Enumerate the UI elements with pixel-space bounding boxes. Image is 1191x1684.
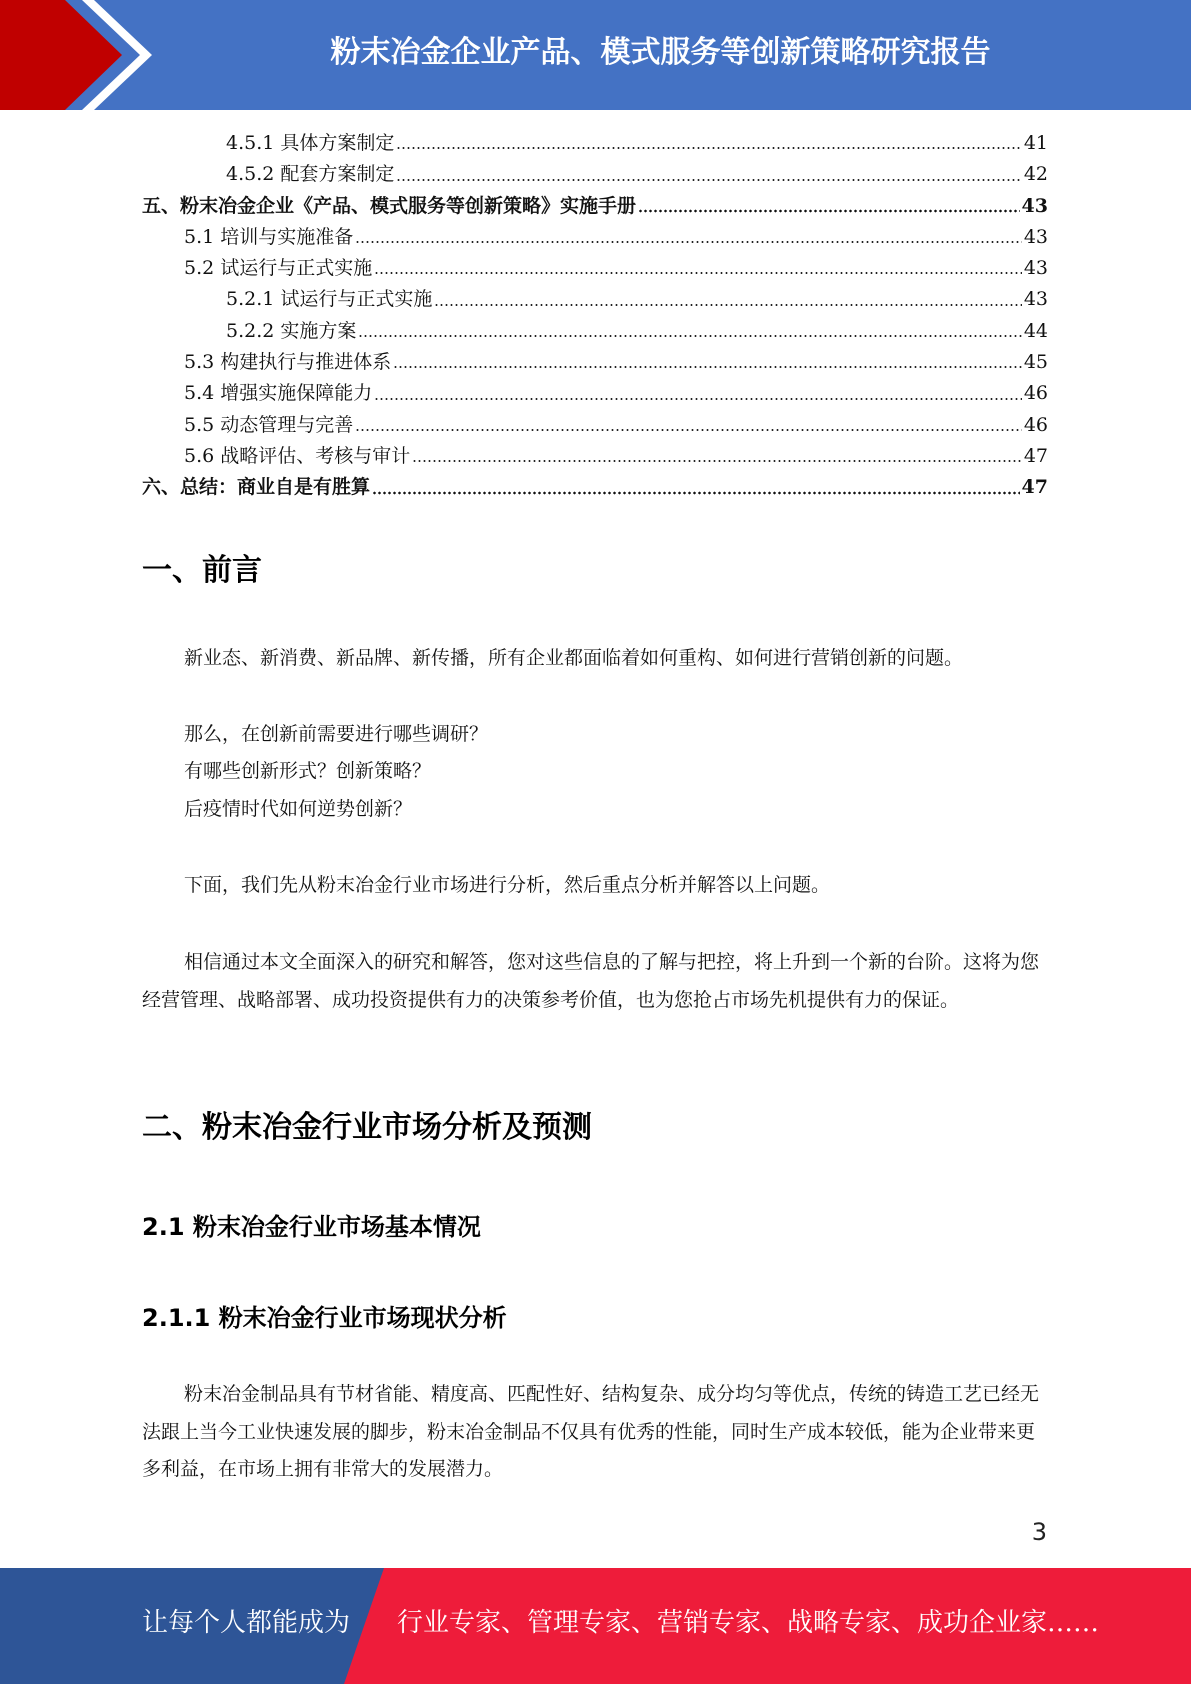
toc-entry[interactable]: [142, 347, 1048, 378]
toc-entry[interactable]: [142, 253, 1048, 284]
toc-entry-page: 43: [1023, 288, 1048, 311]
toc-dot-leader: [396, 178, 1021, 182]
toc-dot-leader: [434, 303, 1021, 307]
header-title: 粉末冶金企业产品、模式服务等创新策略研究报告: [330, 35, 991, 70]
toc-entry[interactable]: [142, 191, 1048, 222]
toc-entry[interactable]: [142, 441, 1048, 472]
toc-dot-leader: [393, 365, 1022, 369]
page-header: [0, 0, 1191, 110]
paragraph: 下面，我们先从粉末冶金行业市场进行分析，然后重点分析并解答以上问题。: [184, 874, 831, 896]
toc-entry-label: 五、粉末冶金企业《产品、模式服务等创新策略》实施手册: [142, 194, 637, 217]
toc-entry-label: 5.1 培训与实施准备: [184, 225, 354, 248]
toc-entry-label: 5.3 构建执行与推进体系: [184, 351, 392, 374]
paragraph: 相信通过本文全面深入的研究和解答，您对这些信息的了解与把控，将上升到一个新的台阶。这将为您经营管理、战略部署、成功投资提供有力的决策参考价值，也为您抢占市场先机提供有力的保证。: [142, 951, 1040, 1011]
footer-slogan-right: 行业专家、管理专家、营销专家、战略专家、成功企业家……: [397, 1608, 1100, 1638]
toc-dot-leader: [358, 334, 1021, 338]
toc-entry[interactable]: [142, 222, 1048, 253]
section-heading-preface: 一、前言: [142, 553, 262, 588]
question-line: 后疫情时代如何逆势创新？: [184, 798, 413, 820]
toc-entry-page: 43: [1023, 257, 1048, 280]
toc-entry[interactable]: [142, 284, 1048, 315]
footer-slogan-left: 让每个人都能成为: [142, 1608, 351, 1638]
toc-entry-page: 47: [1023, 444, 1048, 467]
page-footer: [0, 1568, 1191, 1684]
toc-dot-leader: [374, 271, 1022, 275]
toc-entry-page: 43: [1021, 194, 1048, 217]
toc-entry-page: 44: [1023, 319, 1048, 342]
toc-entry-page: 47: [1021, 476, 1048, 499]
toc-entry[interactable]: [142, 316, 1048, 347]
toc-dot-leader: [396, 146, 1021, 150]
toc-entry[interactable]: [142, 410, 1048, 441]
toc-entry-page: 41: [1023, 132, 1048, 154]
toc-entry-label: 5.2 试运行与正式实施: [184, 257, 373, 280]
toc-entry-label: 5.5 动态管理与完善: [184, 413, 354, 436]
page-number: 3: [1031, 1518, 1047, 1546]
toc-entry[interactable]: [142, 159, 1048, 190]
toc-entry-label: 六、总结：商业自是有胜算: [142, 476, 371, 499]
subsection-heading: 2.1.1 粉末冶金行业市场现状分析: [142, 1304, 507, 1332]
toc-entry-label: 4.5.1 具体方案制定: [226, 132, 395, 154]
section-heading-market-analysis: 二、粉末冶金行业市场分析及预测: [142, 1110, 592, 1145]
toc-entry-page: 43: [1023, 225, 1048, 248]
toc-dot-leader: [412, 459, 1022, 463]
toc-entry[interactable]: [142, 378, 1048, 409]
question-line: 那么，在创新前需要进行哪些调研？: [184, 723, 489, 745]
toc-entry-page: 42: [1023, 163, 1048, 186]
question-line: 有哪些创新形式？创新策略？: [184, 760, 432, 782]
toc-entry-label: 4.5.2 配套方案制定: [226, 163, 395, 186]
paragraph: 粉末冶金制品具有节材省能、精度高、匹配性好、结构复杂、成分均匀等优点，传统的铸造工艺已经无法跟上当今工业快速发展的脚步，粉末冶金制品不仅具有优秀的性能，同时生产成本较低，能为企业带来更多利益，在市场上拥有非常大的发展潜力。: [142, 1383, 1040, 1480]
toc-dot-leader: [372, 491, 1020, 495]
table-of-contents: [142, 128, 1048, 504]
toc-entry-label: 5.6 战略评估、考核与审计: [184, 444, 411, 467]
toc-entry-label: 5.4 增强实施保障能力: [184, 382, 373, 405]
toc-entry-page: 45: [1023, 351, 1048, 374]
subsection-heading: 2.1 粉末冶金行业市场基本情况: [142, 1213, 481, 1241]
toc-dot-leader: [638, 209, 1020, 213]
toc-dot-leader: [355, 428, 1022, 432]
toc-entry-page: 46: [1023, 413, 1048, 436]
paragraph: 新业态、新消费、新品牌、新传播，所有企业都面临着如何重构、如何进行营销创新的问题。: [184, 647, 964, 669]
toc-entry-page: 46: [1023, 382, 1048, 405]
toc-entry-label: 5.2.2 实施方案: [226, 319, 357, 342]
toc-entry[interactable]: [142, 128, 1048, 159]
toc-entry[interactable]: [142, 472, 1048, 503]
toc-dot-leader: [374, 397, 1022, 401]
toc-dot-leader: [355, 240, 1022, 244]
toc-entry-label: 5.2.1 试运行与正式实施: [226, 288, 433, 311]
